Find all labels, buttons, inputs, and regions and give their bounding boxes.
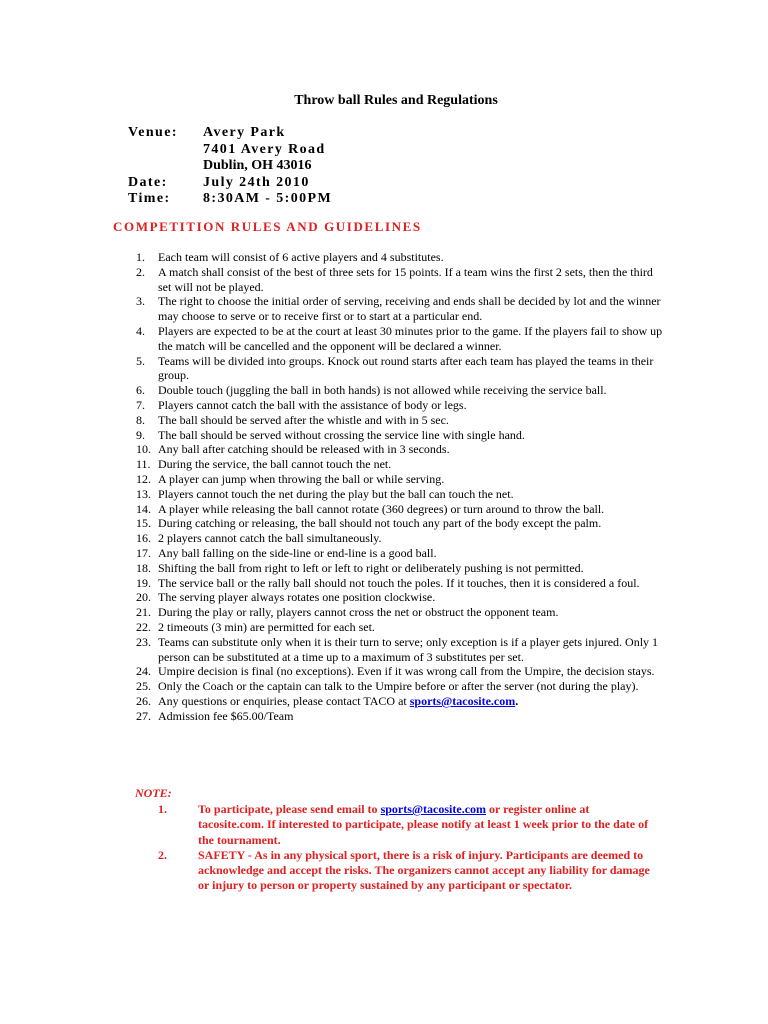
rule-item: [126, 516, 666, 531]
rule-number: 10.: [136, 442, 151, 457]
rule-item: [126, 428, 666, 443]
rule-number: 25.: [136, 679, 151, 694]
rule-text: A player can jump when throwing the ball or while serving.: [158, 471, 445, 486]
note-label: NOTE:: [135, 786, 172, 800]
rule-text: The ball should be served after the whistle and with in 5 sec.: [158, 412, 449, 427]
venue-label: Venue:: [128, 125, 178, 140]
rule-text: Players cannot touch the net during the play but the ball can touch the net.: [158, 486, 514, 501]
note-number: 2.: [158, 847, 167, 862]
rules-list: [126, 250, 666, 724]
rule-text: Shifting the ball from right to left or left to right or deliberately pushing is not permitted.: [158, 560, 584, 575]
rule-item: [126, 442, 666, 457]
rule-item: [126, 502, 666, 517]
rule-number: 20.: [136, 590, 151, 605]
rule-number: 8.: [136, 412, 145, 427]
time-value: 8:30AM - 5:00PM: [203, 191, 333, 206]
rule-number: 13.: [136, 486, 151, 501]
rule-text: Players cannot catch the ball with the assistance of body or legs.: [158, 397, 467, 412]
rule-number: 4.: [136, 323, 145, 338]
time-row: [128, 191, 332, 208]
note-email-link[interactable]: sports@tacosite.com: [380, 802, 487, 816]
rule-text: A match shall consist of the best of three sets for 15 points. If a team wins the first 2 sets, then the third set will not be played.: [158, 264, 653, 294]
rule-item: [126, 561, 666, 576]
rule-text: 2 timeouts (3 min) are permitted for each set.: [158, 619, 375, 634]
rule-number: 17.: [136, 545, 151, 560]
rule-text: The right to choose the initial order of serving, receiving and ends shall be decided by lot and the winner may choose to serve or to receive first or to start at a particular end.: [158, 294, 661, 324]
rule-item: [126, 472, 666, 487]
rule-item: [126, 664, 666, 679]
rule-item: [126, 457, 666, 472]
rule-text: Teams will be divided into groups. Knock out round starts after each team has played the teams in their group.: [158, 353, 654, 383]
rule-number: 18.: [136, 560, 151, 575]
rule-text: During the play or rally, players cannot cross the net or obstruct the opponent team.: [158, 605, 559, 620]
venue-street: 7401 Avery Road: [203, 141, 326, 157]
rule-item: [126, 294, 666, 324]
rule-number: 14.: [136, 501, 151, 516]
venue-address-row: [128, 142, 332, 159]
rule-item: [126, 679, 666, 694]
rule-item: [126, 590, 666, 605]
rule-number: 23.: [136, 634, 151, 649]
rule-item: [126, 265, 666, 295]
section-heading: COMPETITION RULES AND GUIDELINES: [113, 219, 422, 234]
rule-number: 1.: [136, 250, 145, 264]
rule-text: Any ball falling on the side-line or end-line is a good ball.: [158, 545, 437, 560]
rule-number: 6.: [136, 383, 145, 398]
date-row: [128, 175, 332, 192]
rule-item: [126, 398, 666, 413]
rule-number: 5.: [136, 353, 145, 368]
rule-item: [126, 531, 666, 546]
venue-name: Avery Park: [203, 125, 286, 140]
rule-item: [126, 250, 666, 265]
rule-number: 12.: [136, 471, 151, 486]
rule-number: 9.: [136, 427, 145, 442]
venue-city: Dublin, OH 43016: [203, 158, 312, 173]
rule-item: [126, 694, 666, 709]
note-number: 1.: [158, 802, 167, 816]
rule-text: The ball should be served without crossing the service line with single hand.: [158, 427, 525, 442]
page-title: Throw ball Rules and Regulations: [294, 93, 498, 108]
rule-text: 2 players cannot catch the ball simultaneously.: [158, 531, 382, 546]
contact-email-link[interactable]: sports@tacosite.com: [409, 693, 516, 708]
rule-text: Admission fee $65.00/Team: [158, 708, 294, 723]
rule-item: [126, 576, 666, 591]
rule-text: During catching or releasing, the ball should not touch any part of the body except the palm.: [158, 516, 602, 531]
rule-number: 19.: [136, 575, 151, 590]
rule-text: Players are expected to be at the court at least 30 minutes prior to the game. If the players fail to show up the match will be cancelled and the opponent will be declared a winner.: [158, 323, 663, 353]
note-text: To participate, please send email to sports@tacosite.com or register online at tacosite.com. If interested to participate, please notify at least 1 week prior to the date of the tournament.: [198, 802, 649, 847]
rule-number: 7.: [136, 397, 145, 412]
rule-text: Double touch (juggling the ball in both hands) is not allowed while receiving the service ball.: [158, 383, 607, 398]
rule-text: Each team will consist of 6 active players and 4 substitutes.: [158, 250, 444, 264]
note-text: SAFETY - As in any physical sport, there is a risk of injury. Participants are deemed to acknowledge and accept the risks. The organizers cannot accept any liability for damage or injury to person or property sustained by any participant or spectator.: [198, 847, 650, 893]
rule-text: Any ball after catching should be released with in 3 seconds.: [158, 442, 450, 457]
rule-number: 22.: [136, 619, 151, 634]
venue-city-row: [128, 158, 332, 175]
rule-text: Teams can substitute only when it is their turn to serve; only exception is if a player gets injured. Only 1 person can be substituted at a time up to a maximum of 3 substitutes per set.: [158, 634, 659, 664]
rule-text: A player while releasing the ball cannot rotate (360 degrees) or turn around to throw the ball.: [158, 501, 605, 516]
rule-item: [126, 620, 666, 635]
rule-item: [126, 605, 666, 620]
rule-text: During the service, the ball cannot touch the net.: [158, 457, 392, 472]
rule-text: Any questions or enquiries, please contact TACO at sports@tacosite.com.: [158, 693, 519, 708]
rule-text: Umpire decision is final (no exceptions). Even if it was wrong call from the Umpire, the decision stays.: [158, 664, 655, 679]
rule-text: Only the Coach or the captain can talk to the Umpire before or after the server (not during the play).: [158, 679, 639, 694]
rule-item: [126, 546, 666, 561]
date-value: July 24th 2010: [203, 174, 310, 190]
rule-item: [126, 635, 666, 665]
rule-number: 16.: [136, 531, 151, 546]
rule-number: 27.: [136, 708, 151, 723]
rule-number: 21.: [136, 605, 151, 620]
event-info: [128, 125, 332, 208]
rule-number: 26.: [136, 693, 151, 708]
rule-item: [126, 709, 666, 724]
time-label: Time:: [128, 191, 171, 206]
rule-item: [126, 383, 666, 398]
rule-item: [126, 487, 666, 502]
rule-item: [126, 324, 666, 354]
rule-number: 3.: [136, 294, 145, 309]
date-label: Date:: [128, 174, 168, 190]
venue-row: [128, 125, 332, 142]
note-item: [158, 802, 658, 848]
rule-number: 2.: [136, 264, 145, 279]
rule-text: The serving player always rotates one position clockwise.: [158, 590, 436, 605]
rule-number: 11.: [136, 457, 151, 472]
note-item: [158, 848, 658, 894]
rule-item: [126, 354, 666, 384]
rule-number: 15.: [136, 516, 151, 531]
notes-list: [158, 802, 658, 894]
rule-item: [126, 413, 666, 428]
rule-number: 24.: [136, 664, 151, 679]
rule-text: The service ball or the rally ball should not touch the poles. If it touches, then it is considered a foul.: [158, 575, 640, 590]
